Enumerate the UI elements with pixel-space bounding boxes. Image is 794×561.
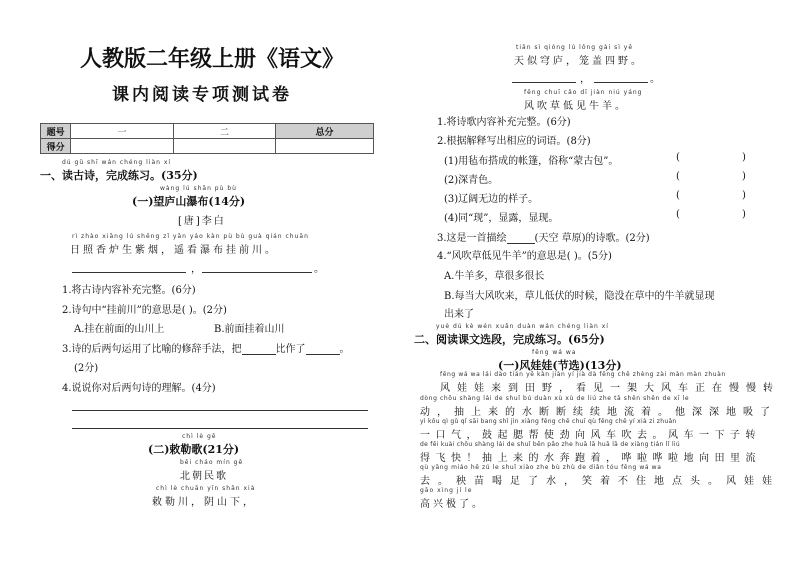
poem2-line2: 天似穹庐，笼盖四野。 xyxy=(514,56,644,67)
right-q2: 2.根据解释写出相应的词语。(8分) xyxy=(437,136,591,147)
poem2-line3: 风吹草低见牛羊。 xyxy=(524,101,628,112)
left-q3-score: (2分) xyxy=(74,363,99,374)
page-title: 人教版二年级上册《语文》 xyxy=(80,46,345,71)
right-q2-paren-open-3: ( xyxy=(676,190,680,201)
right-q2-item-4: (4)同“现”，显露，显现。 xyxy=(444,213,559,224)
poem1-line: 日照香炉生紫烟，遥看瀑布挂前川。 xyxy=(70,245,278,256)
left-q2-option-b[interactable]: B.前面挂着山川 xyxy=(214,324,285,335)
passage-line-6: 高兴极了。 xyxy=(420,499,485,510)
right-q4-option-b-cont: 出来了 xyxy=(444,309,474,320)
section2-heading: 二、阅读课文选段，完成练习。(65分) xyxy=(414,333,605,346)
score-cell-2[interactable] xyxy=(173,139,275,154)
score-row-label: 得分 xyxy=(41,139,71,154)
passage-line-3: 一口气，鼓起腮帮使劲向风车吹去。风车一下子转 xyxy=(420,430,761,441)
section1-pinyin: dú gǔ shī wán chéng liàn xí xyxy=(62,159,172,166)
passage-line-4: 得飞快！抽上来的水奔跑着，哗啦哗啦地向田里流 xyxy=(420,453,761,464)
score-col-1: 一 xyxy=(71,124,173,139)
poem2-title: (二)敕勒歌(21分) xyxy=(148,443,240,456)
passage-line-3-pinyin: yì kǒu qì gǔ qǐ sāi bang shǐ jìn xiàng fēng chē chuī qù fēng chē yí xià zi zhuǎn xyxy=(420,418,677,425)
poem1-blank-comma: ， xyxy=(191,264,201,275)
poem2-blank-2[interactable] xyxy=(594,82,648,83)
right-q2-item-3: (3)辽阔无边的样子。 xyxy=(444,194,539,205)
right-q2-paren-open-1: ( xyxy=(676,152,680,163)
score-table xyxy=(40,123,374,154)
poem2-line2-pinyin: tiān sì qióng lú lǒng gài sì yě xyxy=(516,44,634,51)
left-q1: 1.将古诗内容补充完整。(6分) xyxy=(62,285,196,296)
right-q4: 4.“风吹草低见牛羊”的意思是( )。(5分) xyxy=(437,251,612,262)
passage-title-pinyin: fēng wá wa xyxy=(532,349,577,356)
right-q2-paren-open-4: ( xyxy=(676,209,680,220)
passage-line-2: 动，抽上来的水断断续续地流着。他深深地吸了 xyxy=(420,407,777,418)
poem1-title: (一)望庐山瀑布(14分) xyxy=(132,195,246,208)
right-q3-text: 3.这是一首描绘 xyxy=(437,233,507,244)
left-q3-text-b: 比作了 xyxy=(275,344,306,355)
passage-line-5: 去。秧苗喝足了水，笑着不住地点头。风娃娃 xyxy=(420,476,780,487)
left-q4-answer-line-1[interactable] xyxy=(72,410,368,411)
poem1-blank-2[interactable] xyxy=(202,272,312,273)
passage-line-5-pinyin: qù yāng miáo hē zú le shuǐ xiào zhe bù zhù de diǎn tóu fēng wá wa xyxy=(420,464,662,471)
right-q2-paren-close-3: ) xyxy=(742,190,746,201)
poem2-blank-1[interactable] xyxy=(512,82,576,83)
poem2-blank-dot: 。 xyxy=(650,74,660,85)
passage-line-6-pinyin: gāo xìng jí le xyxy=(420,487,473,494)
right-q1: 1.将诗歌内容补充完整。(6分) xyxy=(437,117,571,128)
left-q2: 2.诗句中“挂前川”的意思是( )。(2分) xyxy=(62,305,227,316)
right-q3-choice: (天空 草原)的诗歌。(2分) xyxy=(534,233,650,244)
right-q2-paren-open-2: ( xyxy=(676,171,680,182)
right-q2-paren-close-2: ) xyxy=(742,171,746,182)
score-col-2: 二 xyxy=(173,124,275,139)
left-q2-option-a[interactable]: A.挂在前面的山川上 xyxy=(74,324,165,335)
right-q3-blank[interactable] xyxy=(507,234,535,244)
left-q3-text-c: 。 xyxy=(339,344,350,355)
passage-line-4-pinyin: de fēi kuài chōu shàng lái de shuǐ bēn pǎo zhe huā lā huā lā de xiàng tián lǐ liú xyxy=(420,441,680,448)
left-q3-text-a: 3.诗的后两句运用了比喻的修辞手法，把 xyxy=(62,344,242,355)
right-q4-option-b[interactable]: B.每当大风吹来，草儿低伏的时候，隐没在草中的牛羊就显现 xyxy=(444,291,715,302)
passage-line-1-pinyin: fēng wá wa lái dào tián yě kàn jiàn yí jià dà fēng chē zhèng zài màn màn zhuàn xyxy=(440,371,726,378)
poem2-line: 敕勒川，阴山下， xyxy=(152,497,256,508)
score-header-label: 题号 xyxy=(41,124,71,139)
section2-pinyin: yuè dú kè wén xuǎn duàn wán chéng liàn xí xyxy=(436,323,609,330)
passage-line-1: 风娃娃来到田野，看见一架大风车正在慢慢转 xyxy=(440,383,780,394)
poem2-author: 北朝民歌 xyxy=(180,471,228,482)
left-q3-blank-1[interactable] xyxy=(242,345,276,355)
right-q2-item-1: (1)用毡布搭成的帐篷，俗称“蒙古包”。 xyxy=(444,156,619,167)
right-q2-paren-close-1: ) xyxy=(742,152,746,163)
right-q3 xyxy=(437,229,650,244)
poem1-author: [唐]李白 xyxy=(178,216,226,227)
left-q3 xyxy=(62,340,350,355)
score-cell-1[interactable] xyxy=(71,139,173,154)
page-subtitle: 课内阅读专项测试卷 xyxy=(112,85,292,105)
left-q4-answer-line-2[interactable] xyxy=(72,428,368,429)
poem2-line3-pinyin: fēng chuī cǎo dī jiàn niú yáng xyxy=(524,89,643,96)
passage-title: (一)风娃娃(节选)(13分) xyxy=(498,359,622,372)
poem2-title-pinyin: chì lè gē xyxy=(182,433,217,440)
right-q4-option-a[interactable]: A.牛羊多，草很多很长 xyxy=(444,271,545,282)
left-q4: 4.说说你对后两句诗的理解。(4分) xyxy=(62,383,216,394)
poem1-blank-end: 。 xyxy=(314,264,324,275)
left-q3-blank-2[interactable] xyxy=(306,345,340,355)
passage-line-2-pinyin: dòng chōu shàng lái de shuǐ bú duàn xù xù de liú zhe tā shēn shēn de xī le xyxy=(420,395,690,402)
score-col-total: 总分 xyxy=(276,124,374,139)
poem1-line-pinyin: rì zhào xiāng lú shēng zǐ yān yáo kàn pù bù guà qián chuān xyxy=(72,233,309,240)
poem2-line-pinyin: chì lè chuān yīn shān xià xyxy=(156,485,256,492)
poem2-author-pinyin: běi cháo mín gē xyxy=(180,459,244,466)
score-cell-total[interactable] xyxy=(276,139,374,154)
poem1-title-pinyin: wàng lú shān pù bù xyxy=(160,185,237,192)
poem1-blank-1[interactable] xyxy=(72,272,186,273)
poem2-blank-comma: ， xyxy=(580,74,590,85)
section1-heading: 一、读古诗，完成练习。(35分) xyxy=(40,169,198,182)
right-q2-paren-close-4: ) xyxy=(742,209,746,220)
right-q2-item-2: (2)深青色。 xyxy=(444,175,499,186)
